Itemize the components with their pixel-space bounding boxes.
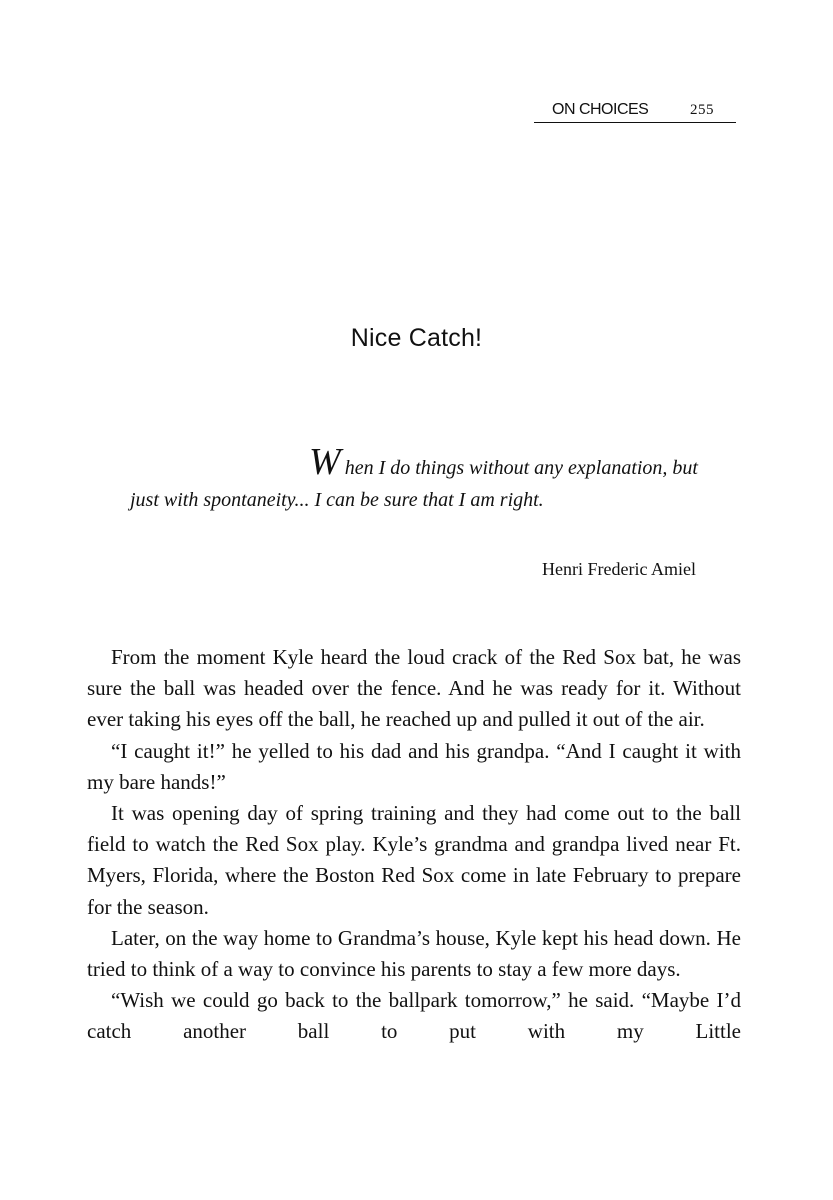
paragraph: “Wish we could go back to the ballpark tomorrow,” he said. “Maybe I’d catch another ball to put with my Little — [87, 988, 741, 1044]
epigraph-drop-cap: W — [309, 441, 341, 483]
body-text — [87, 642, 741, 1048]
epigraph-line-1 — [128, 441, 698, 484]
chapter-title: Nice Catch! — [350, 324, 483, 352]
page-number: 255 — [690, 102, 714, 118]
epigraph-attribution: Henri Frederic Amiel — [542, 559, 696, 579]
epigraph-line-1-text: hen I do things without any explanation, but — [344, 457, 698, 479]
paragraph: “I caught it!” he yelled to his dad and his grandpa. “And I caught it with my bare hands!” — [87, 738, 741, 794]
running-head — [534, 100, 736, 123]
paragraph: It was opening day of spring training and they had come out to the ball field to watch the Red Sox play. Kyle’s grandma and grandpa lived near Ft. Myers, Florida, where the Boston Red Sox come in late February to prepare for the season. — [87, 801, 741, 919]
running-head-section: ON CHOICES — [552, 101, 649, 118]
epigraph-line-2: just with spontaneity... I can be sure that I am right. — [130, 489, 544, 511]
paragraph: Later, on the way home to Grandma’s house, Kyle kept his head down. He tried to think of a way to convince his parents to stay a few more days. — [87, 925, 741, 982]
epigraph — [128, 441, 698, 516]
paragraph: From the moment Kyle heard the loud crack of the Red Sox bat, he was sure the ball was headed over the fence. And he was ready for it. Without ever taking his eyes off the ball, he reached up and pulled it out of the air. — [87, 645, 741, 732]
